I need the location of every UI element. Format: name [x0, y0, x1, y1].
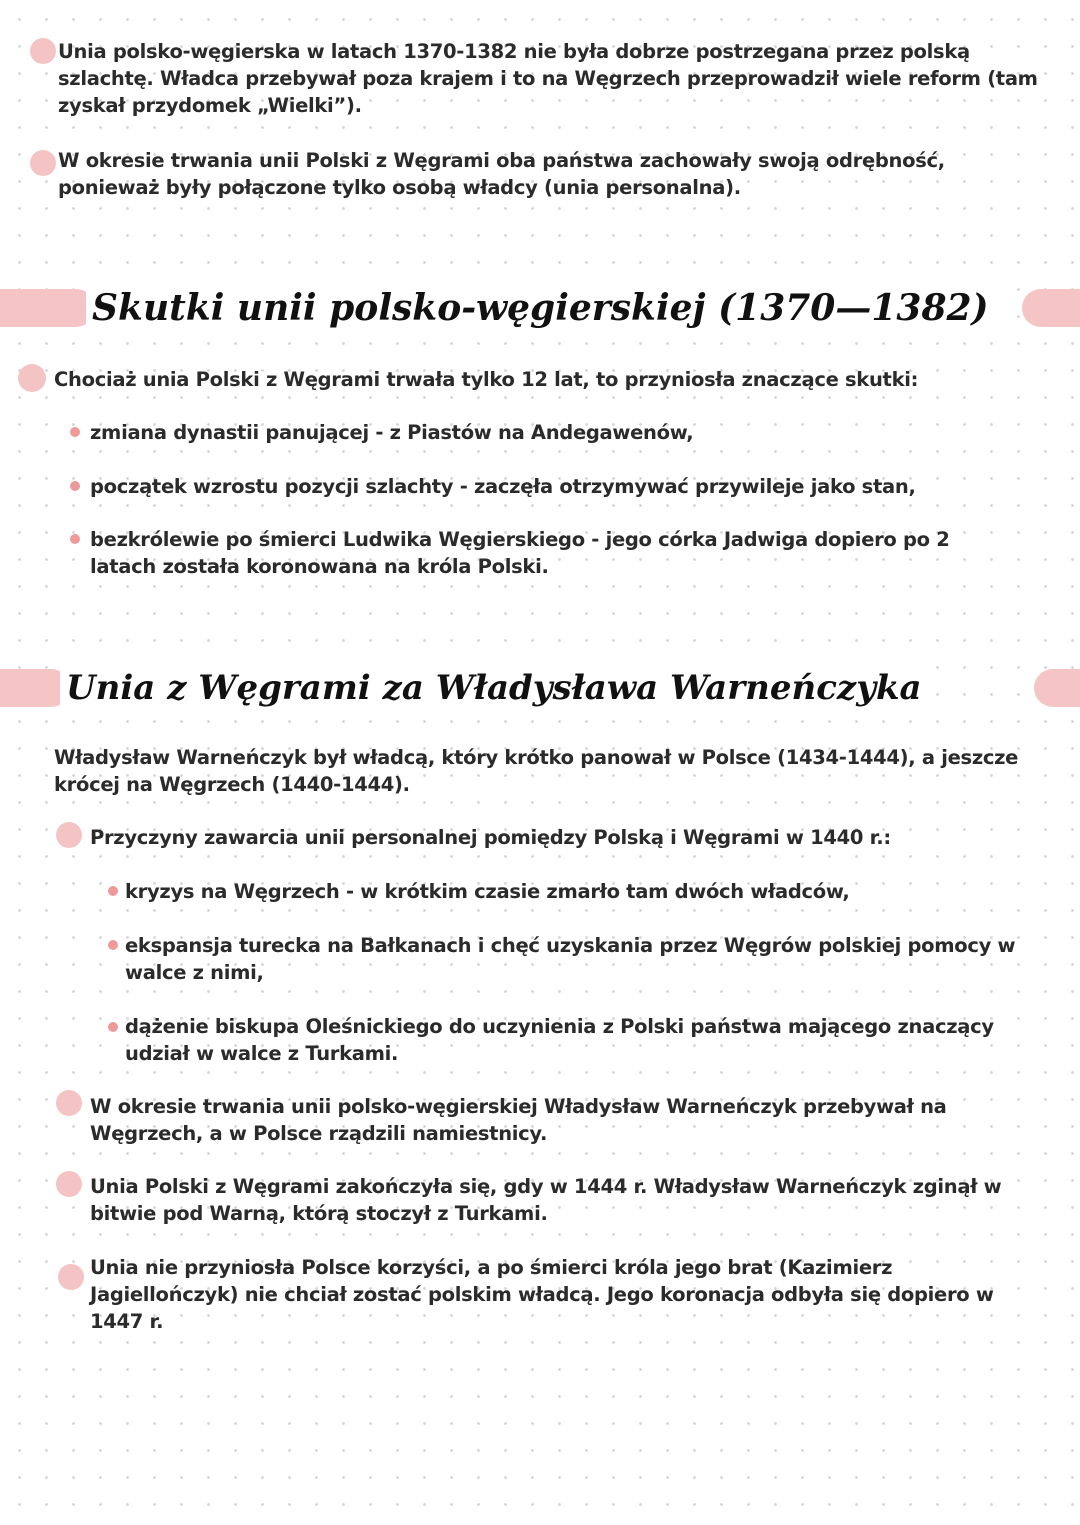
- paragraph-marker: [30, 38, 56, 64]
- cause-3: dążenie biskupa Oleśnickiego do uczynienia z Polski państwa mającego znaczący udział w walce z Turkami.: [125, 1015, 994, 1065]
- heading-band-right: [1022, 289, 1080, 327]
- bullet-dot: [108, 940, 118, 950]
- note-3: Unia nie przyniosła Polsce korzyści, a po śmierci króla jego brat (Kazimierz Jagiellończyk) nie chciał zostać polskim władcą. Jego koronacja odbyła się dopiero w 1447 r.: [90, 1256, 994, 1333]
- bullet-dot: [70, 534, 80, 544]
- note-2: Unia Polski z Węgrami zakończyła się, gdy w 1444 r. Władysław Warneńczyk zginął w bitwie pod Warną, którą stoczył z Turkami.: [90, 1175, 1002, 1225]
- cause-1: kryzys na Węgrzech - w krótkim czasie zmarło tam dwóch władców,: [125, 880, 850, 903]
- intro-paragraph-1: Unia polsko-węgierska w latach 1370-1382 nie była dobrze postrzegana przez polską szlachtę. Władca przebywał poza krajem i to na Węgrzech przeprowadził wiele reform (tam zyskał przydomek „Wielki”).: [58, 40, 1038, 117]
- heading-band-left: [0, 289, 95, 327]
- bullet-dot: [108, 886, 118, 896]
- heading-band-right: [1034, 669, 1080, 707]
- note-1: W okresie trwania unii polsko-węgierskiej Władysław Warneńczyk przebywał na Węgrzech, a w Polsce rządzili namiestnicy.: [90, 1095, 947, 1145]
- paragraph-marker: [58, 1264, 84, 1290]
- section-title-warnenczyk: Unia z Węgrami za Władysława Warneńczyka: [60, 663, 928, 713]
- paragraph-marker: [56, 1171, 82, 1197]
- section2-lead: Władysław Warneńczyk był władcą, który krótko panował w Polsce (1434-1444), a jeszcze krócej na Węgrzech (1440-1444).: [54, 746, 1019, 796]
- intro-paragraph-2: W okresie trwania unii Polski z Węgrami oba państwa zachowały swoją odrębność, ponieważ były połączone tylko osobą władcy (unia personalna).: [58, 149, 945, 199]
- bullet-dot: [108, 1022, 118, 1032]
- section1-bullet-1: zmiana dynastii panującej - z Piastów na Andegawenów,: [90, 421, 694, 444]
- causes-title: Przyczyny zawarcia unii personalnej pomiędzy Polską i Węgrami w 1440 r.:: [90, 826, 891, 849]
- bullet-dot: [70, 481, 80, 491]
- bullet-dot: [70, 427, 80, 437]
- section1-lead: Chociaż unia Polski z Węgrami trwała tylko 12 lat, to przyniosła znaczące skutki:: [54, 368, 919, 391]
- paragraph-marker: [56, 1090, 82, 1116]
- paragraph-marker: [56, 822, 82, 848]
- paragraph-marker: [18, 364, 46, 392]
- section1-bullet-3: bezkrólewie po śmierci Ludwika Węgierskiego - jego córka Jadwiga dopiero po 2 latach została koronowana na króla Polski.: [90, 528, 950, 578]
- cause-2: ekspansja turecka na Bałkanach i chęć uzyskania przez Węgrów polskiej pomocy w walce z nimi,: [125, 934, 1016, 984]
- section1-bullet-2: początek wzrostu pozycji szlachty - zaczęła otrzymywać przywileje jako stan,: [90, 475, 916, 498]
- paragraph-marker: [30, 150, 56, 176]
- section-title-skutki: Skutki unii polsko-węgierskiej (1370—1382): [86, 283, 995, 333]
